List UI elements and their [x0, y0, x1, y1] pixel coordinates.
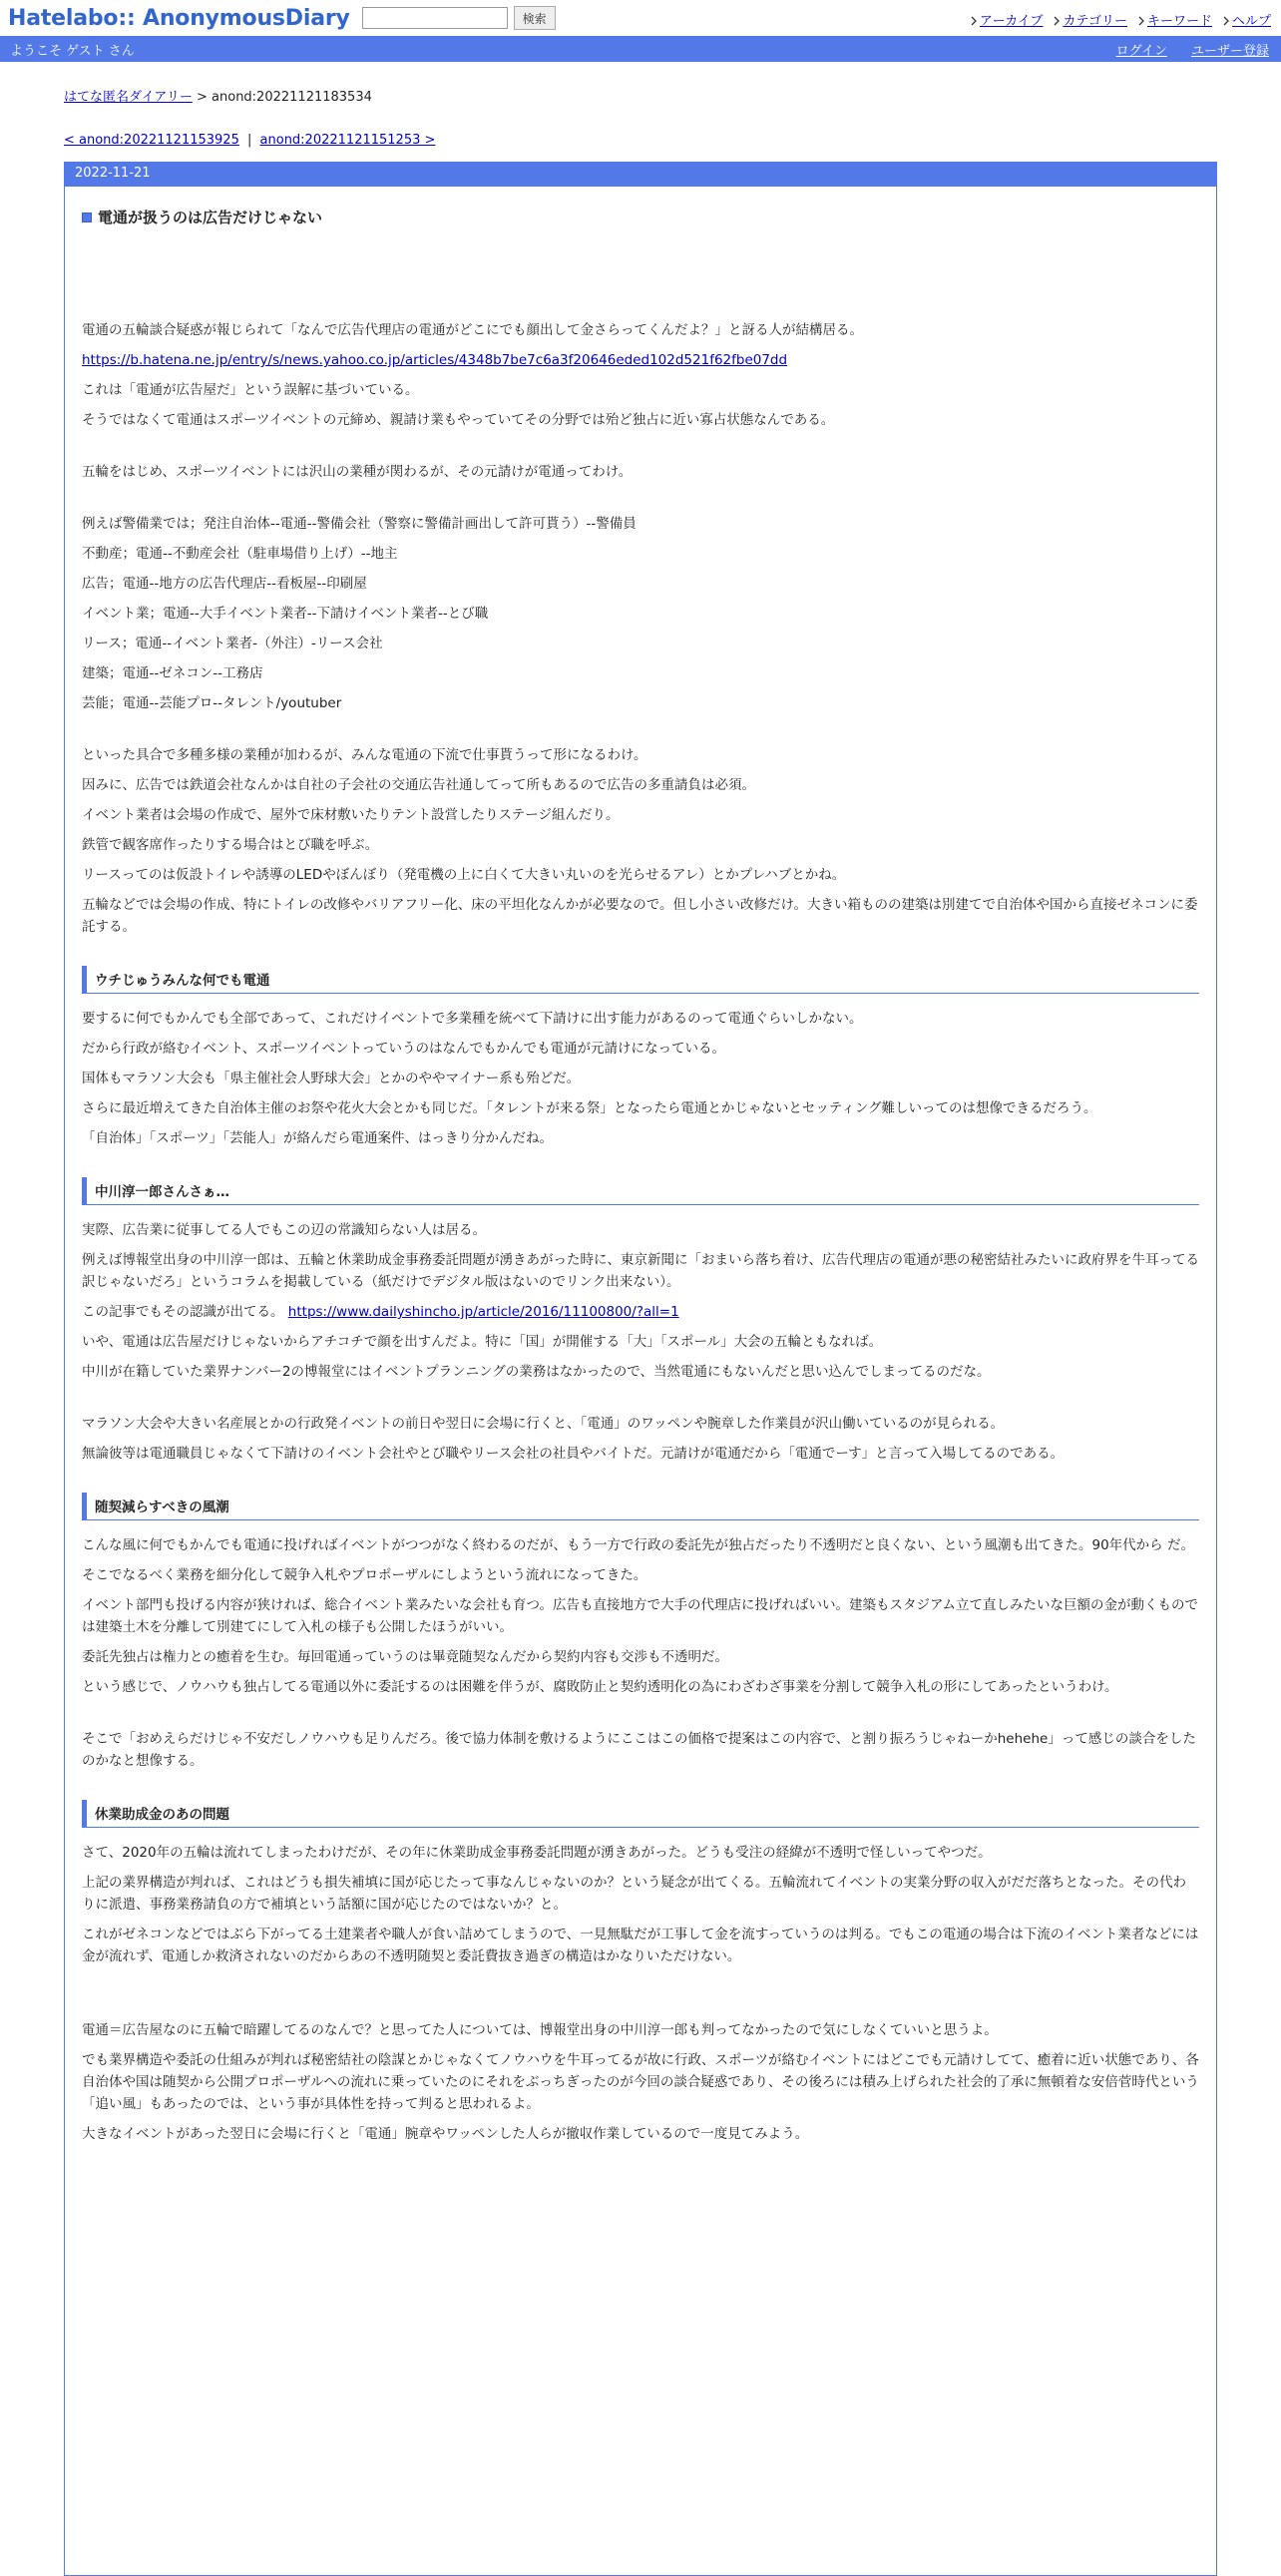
list-item: 広告；電通--地方の広告代理店--看板屋--印刷屋 [82, 576, 367, 592]
section-heading: 随契減らすべきの風潮 [82, 1493, 1199, 1520]
paragraph: そこで「おめえらだけじゃ不安だしノウハウも足りんだろ。後で協力体制を敷けるようにここはこの価格で提案はこの内容で、と割り振ろうじゃねーかhehehe」って感じの談合をしたのかなと想像する。 [82, 1731, 1196, 1769]
site-header [0, 0, 1281, 36]
day-date: 2022-11-21 [65, 163, 1216, 187]
chevron-right-icon [1222, 16, 1230, 24]
paragraph: でも業界構造や委託の仕組みが判れば秘密結社の陰謀とかじゃなくてノウハウを牛耳ってるが故に行政、スポーツが絡むイベントにはどこでも元請けしてて、癒着に近い状態であり、各自治体や国は随契から公開プロポーザルへの流れに乗っていたのにそれをぶっちぎったのが今回の談合疑惑であり、その後ろには積み上げられた社会的了承に無頓着な安倍菅時代という「追い風」もあったのでは、という事が具体性を持って判ると思われるよ。 [82, 2052, 1199, 2112]
welcome-bar [0, 36, 1281, 62]
paragraph-text: この記事でもその認識が出てる。 [82, 1304, 284, 1320]
nav-link-keyword[interactable]: キーワード [1146, 14, 1212, 29]
list-item: 例えば警備業では；発注自治体--電通--警備会社（警察に警備計画出して許可貰う）--警備員 [82, 516, 637, 532]
paragraph: 中川が在籍していた業界ナンバー2の博報堂にはイベントプランニングの業務はなかったので、当然電通にもないんだと思い込んでしまってるのだな。 [82, 1364, 991, 1380]
list-item: 不動産；電通--不動産会社（駐車場借り上げ）--地主 [82, 546, 398, 562]
paragraph: これがゼネコンなどではぶら下がってる土建業者や職人が食い詰めてしまうので、一見無駄だが工事して金を流すっていうのは判る。でもこの電通の場合は下流のイベント業者などには金が流れず、電通しか救済されないのだからあの不透明随契と委託費抜き過ぎの構造はかなりいただけない。 [82, 1927, 1199, 1964]
nav-item-keyword [1137, 10, 1212, 29]
search-input[interactable] [362, 7, 508, 29]
section-heading: 中川淳一郎さんさぁ… [82, 1177, 1199, 1205]
paragraph: 実際、広告業に従事してる人でもこの辺の常識知らない人は居る。 [82, 1222, 486, 1238]
nav-item-category [1053, 10, 1126, 29]
nav-link-category[interactable]: カテゴリー [1063, 14, 1127, 29]
next-entry-link[interactable]: anond:20221121151253 > [259, 133, 436, 148]
paragraph: 電通の五輪談合疑惑が報じられて「なんで広告代理店の電通がどこにでも顔出して金さらってくんだよ？」と訝る人が結構居る。 [82, 322, 863, 338]
paragraph: といった具合で多種多様の業種が加わるが、みんな電通の下流で仕事貰うって形になるわけ。 [82, 747, 647, 763]
nav-item-archive [970, 10, 1044, 29]
paragraph-with-link [82, 1297, 1199, 1327]
paragraph: 「自治体」「スポーツ」「芸能人」が絡んだら電通案件、はっきり分かんだね。 [82, 1130, 553, 1146]
nav-link-archive[interactable]: アーカイブ [979, 14, 1044, 29]
pager-separator: | [247, 133, 252, 148]
nav-link-help[interactable]: ヘルプ [1231, 14, 1271, 29]
paragraph: だから行政が絡むイベント、スポーツイベントっていうのはなんでもかんでも電通が元請けになっている。 [82, 1041, 726, 1057]
prev-entry-link[interactable]: < anond:20221121153925 [64, 133, 239, 148]
paragraph: 五輪をはじめ、スポーツイベントには沢山の業種が関わるが、その元請けが電通ってわけ。 [82, 464, 633, 480]
paragraph: さらに最近増えてきた自治体主催のお祭や花火大会とかも同じだ。「タレントが来る祭」となったら電通とかじゃないとセッティング難しいってのは想像できるだろう。 [82, 1100, 1097, 1116]
chevron-right-icon [1053, 16, 1061, 24]
entry-section [65, 187, 1216, 2149]
account-links [1116, 36, 1269, 62]
paragraph: そこでなるべく業務を細分化して競争入札やプロポーザルにしようという流れになってきた。 [82, 1567, 647, 1583]
login-link[interactable]: ログイン [1115, 43, 1167, 59]
day-container [64, 162, 1217, 2576]
welcome-text: ようこそ ゲスト さん [10, 43, 135, 59]
entry-body [82, 227, 1199, 2149]
paragraph: マラソン大会や大きい名産展とかの行政発イベントの前日や翌日に会場に行くと、「電通」のワッペンや腕章した作業員が沢山働いているのが見られる。 [82, 1416, 1005, 1432]
nav-item-help [1222, 10, 1271, 29]
section-heading: 休業助成金のあの問題 [82, 1800, 1199, 1828]
list-item: 芸能；電通--芸能プロ--タレント/youtuber [82, 695, 342, 711]
paragraph: 国体もマラソン大会も「県主催社会人野球大会」とかのややマイナー系も殆どだ。 [82, 1071, 581, 1086]
chevron-right-icon [970, 16, 978, 24]
breadcrumb-current: anond:20221121183534 [212, 90, 372, 105]
paragraph: さて、2020年の五輪は流れてしまったわけだが、その年に休業助成金事務委託問題が湧きあがった。どうも受注の経緯が不透明で怪しいってやつだ。 [82, 1845, 992, 1861]
breadcrumb-separator: > [196, 90, 208, 105]
paragraph: 因みに、広告では鉄道会社なんかは自社の子会社の交通広告社通してって所もあるので広告の多重請負は必須。 [82, 777, 755, 793]
paragraph-link [82, 345, 1199, 375]
register-link[interactable]: ユーザー登録 [1190, 43, 1269, 59]
paragraph: リースってのは仮設トイレや誘導のLEDやぼんぼり（発電機の上に白くて大きい丸いのを光らせるアレ）とかプレハブとかね。 [82, 867, 846, 883]
paragraph: 鉄管で観客席作ったりする場合はとび職を呼ぶ。 [82, 837, 379, 853]
header-nav [970, 10, 1271, 29]
paragraph: 委託先独占は権力との癒着を生む。毎回電通っていうのは畢竟随契なんだから契約内容も交渉も不透明だ。 [82, 1649, 728, 1665]
hatena-bookmark-link[interactable]: https://b.hatena.ne.jp/entry/s/news.yahoo.co.jp/articles/4348b7be7c6a3f20646eded102d521f62fbe07dd [82, 352, 788, 368]
paragraph: こんな風に何でもかんでも電通に投げればイベントがつつがなく終わるのだが、もう一方で行政の委託先が独占だったり不透明だと良くない、という風潮も出てきた。90年代から だ。 [82, 1537, 1194, 1553]
paragraph: という感じで、ノウハウも独占してる電通以外に委託するのは困難を伴うが、腐敗防止と契約透明化の為にわざわざ事業を分割して競争入札の形にしてあったというわけ。 [82, 1679, 1118, 1695]
paragraph: イベント業者は会場の作成で、屋外で床材敷いたりテント設営したりステージ組んだり。 [82, 807, 620, 823]
paragraph: これは「電通が広告屋だ」という誤解に基づいている。 [82, 382, 419, 398]
dailyshincho-link[interactable]: https://www.dailyshincho.jp/article/2016/11100800/?all=1 [287, 1304, 679, 1320]
list-item: リース；電通--イベント業者-（外注）-リース会社 [82, 636, 383, 651]
paragraph: 例えば博報堂出身の中川淳一郎は、五輪と休業助成金事務委託問題が湧きあがった時に、東京新聞に「おまいら落ち着け、広告代理店の電通が悪の秘密結社みたいに政府界を牛耳ってる訳じゃないだろ」というコラムを掲載している（紙だけでデジタル版はないのでリンク出来ない）。 [82, 1252, 1199, 1290]
square-bullet-icon[interactable] [82, 213, 92, 222]
entry-pager [64, 133, 1281, 148]
list-item: イベント業；電通--大手イベント業者--下請けイベント業者--とび職 [82, 606, 489, 622]
paragraph: 電通＝広告屋なのに五輪で暗躍してるのなんで？と思ってた人については、博報堂出身の中川淳一郎も判ってなかったので気にしなくていいと思うよ。 [82, 2022, 998, 2038]
search-button[interactable]: 検索 [514, 6, 556, 30]
entry-title-text: 電通が扱うのは広告だけじゃない [98, 209, 323, 226]
paragraph: そうではなくて電通はスポーツイベントの元締め、親請け業もやっていてその分野では殆ど独占に近い寡占状態なんである。 [82, 412, 835, 428]
breadcrumb-home-link[interactable]: はてな匿名ダイアリー [64, 90, 193, 105]
paragraph: 上記の業界構造が判れば、これはどうも損失補填に国が応じたって事なんじゃないのか？という疑念が出てくる。五輪流れてイベントの実業分野の収入がだだ落ちとなった。その代わりに派遣、事務業務請負の方で補填という話額に国が応じたのではないか？と。 [82, 1875, 1186, 1913]
breadcrumb [64, 86, 1281, 105]
paragraph: いや、電通は広告屋だけじゃないからアチコチで顔を出すんだよ。特に「国」が開催する「大」「スポール」大会の五輪ともなれば。 [82, 1334, 883, 1350]
paragraph: 五輪などでは会場の作成、特にトイレの改修やバリアフリー化、床の平坦化なんかが必要なので。但し小さい改修だけ。大きい箱ものの建築は別建てで自治体や国から直接ゼネコンに委託する。 [82, 897, 1198, 935]
list-item: 建築；電通--ゼネコン--工務店 [82, 665, 263, 681]
entry-title [82, 207, 1199, 227]
paragraph: イベント部門も投げる内容が狭ければ、総合イベント業みたいな会社も育つ。広告も直接地方で大手の代理店に投げればいい。建築もスタジアム立て直しみたいな巨額の金が動くものでは建築土木を分離して別建てにして入札の様子も公開したほうがいい。 [82, 1597, 1199, 1635]
paragraph: 要するに何でもかんでも全部であって、これだけイベントで多業種を統べて下請けに出す能力があるのって電通ぐらいしかない。 [82, 1011, 863, 1027]
site-logo[interactable]: Hatelabo:: AnonymousDiary [8, 5, 350, 31]
section-heading: ウチじゅうみんな何でも電通 [82, 966, 1199, 994]
chevron-right-icon [1137, 16, 1145, 24]
paragraph: 無論彼等は電通職員じゃなくて下請けのイベント会社やとび職やリース会社の社員やバイトだ。元請けが電通だから「電通でーす」と言って入場してるのである。 [82, 1446, 1065, 1462]
paragraph: 大きなイベントがあった翌日に会場に行くと「電通」腕章やワッペンした人らが撤収作業しているので一度見てみよう。 [82, 2126, 809, 2142]
